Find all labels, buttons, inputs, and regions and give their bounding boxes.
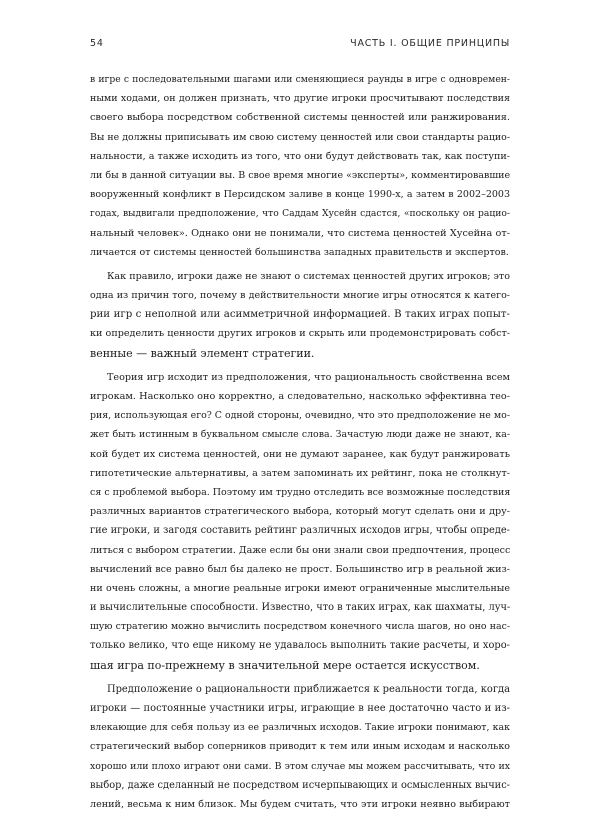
- text-line: Теория игр исходит из предположения, что рациональность свойственна всем: [107, 371, 510, 383]
- paragraph-1: [90, 70, 510, 262]
- text-line: Предположение о рациональности приближается к реальности тогда, когда: [107, 683, 510, 695]
- paragraph-2: [90, 267, 510, 363]
- paragraph-4: [90, 680, 510, 814]
- text-line: венные — важный элемент стратегии.: [90, 346, 315, 360]
- text-line: в игре с последовательными шагами или сменяющиеся раунды в игре с одновремен-: [90, 74, 510, 85]
- text-line: ными ходами, он должен признать, что другие игроки просчитывают последствия: [90, 93, 510, 105]
- text-line: ли бы в данной ситуации вы. В свое время многие «эксперты», комментировавшие: [90, 169, 510, 181]
- text-line: ся с проблемой выбора. Поэтому им трудно отследить все возможные последствия: [90, 486, 510, 498]
- text-line: игроки — постоянные участники игры, играющие в нее достаточно часто и из-: [90, 703, 510, 714]
- text-line: гипотетические альтернативы, а затем запоминать их рейтинг, пока не столкнут-: [90, 467, 510, 479]
- text-line: хорошо или плохо играют они сами. В этом случае мы можем рассчитывать, что их: [90, 760, 510, 772]
- text-line: рии игр с неполной или асимметричной информацией. В таких играх попыт-: [90, 309, 510, 321]
- running-title: ЧАСТЬ I. ОБЩИЕ ПРИНЦИПЫ: [350, 38, 510, 49]
- text-line: различных вариантов стратегического выбора, который могут сделать они и дру-: [90, 506, 510, 518]
- text-line: рия, использующая его? С одной стороны, очевидно, что это предположение не мо-: [90, 410, 510, 422]
- text-line: кой будет их система ценностей, они не думают заранее, как будут ранжировать: [90, 448, 510, 460]
- text-line: нальный человек». Однако они не понимали, что система ценностей Хусейна от-: [90, 227, 510, 239]
- text-line: Как правило, игроки даже не знают о системах ценностей других игроков; это: [107, 270, 510, 282]
- text-line: жет быть истинным в буквальном смысле слова. Зачастую люди даже не знают, ка-: [90, 429, 510, 441]
- text-line: Вы не должны приписывать им свою систему ценностей или свои стандарты рацио-: [90, 131, 510, 143]
- text-line: своего выбора посредством собственной системы ценностей или ранжирования.: [90, 112, 510, 124]
- text-line: нальности, а также исходить из того, что они будут действовать так, как поступи-: [90, 150, 510, 162]
- text-line: одна из причин того, почему в действительности многие игры относятся к катего-: [90, 290, 510, 302]
- text-line: вооруженный конфликт в Персидском заливе в конце 1990-х, а затем в 2002–2003: [90, 189, 510, 201]
- text-line: только велико, что еще никому не удавалось выполнить такие расчеты, и хоро-: [90, 640, 510, 652]
- text-line: лений, весьма к ним близок. Мы будем считать, что эти игроки неявно выбирают: [90, 798, 510, 810]
- text-line: шую стратегию можно вычислить посредством конечного числа шагов, но оно нас-: [90, 621, 510, 633]
- text-line: вычислений все равно был бы далеко не прост. Большинство игр в реальной жиз-: [90, 563, 510, 575]
- text-line: шая игра по-прежнему в значительной мере остается искусством.: [90, 658, 480, 672]
- text-line: ки определить ценности других игроков и скрыть или продемонстрировать собст-: [90, 328, 510, 340]
- page-header: [90, 38, 510, 54]
- paragraph-3: [90, 368, 510, 675]
- text-line: литься с выбором стратегии. Даже если бы они знали свои предпочтения, процесс: [90, 544, 510, 556]
- text-line: стратегический выбор соперников приводит к тем или иным исходам и насколько: [90, 741, 510, 753]
- page-number: 54: [90, 38, 104, 49]
- text-line: выбор, даже сделанный не посредством исчерпывающих и осмысленных вычис-: [90, 779, 510, 791]
- text-line: и вычислительные способности. Известно, что в таких играх, как шахматы, луч-: [90, 602, 510, 614]
- body-text: [90, 70, 510, 814]
- text-line: влекающие для себя пользу из ее различных исходов. Такие игроки понимают, как: [90, 722, 510, 734]
- text-line: ни очень сложны, а многие реальные игроки имеют ограниченные мыслительные: [90, 582, 510, 594]
- text-line: годах, выдвигали предположение, что Саддам Хусейн сдастся, «поскольку он рацио-: [90, 208, 510, 220]
- text-line: личается от системы ценностей большинства западных правительств и экспертов.: [90, 246, 509, 258]
- text-line: игрокам. Насколько оно корректно, а следовательно, насколько эффективна тео-: [90, 391, 510, 402]
- text-line: гие игроки, и загодя составить рейтинг различных исходов игры, чтобы опреде-: [90, 525, 510, 537]
